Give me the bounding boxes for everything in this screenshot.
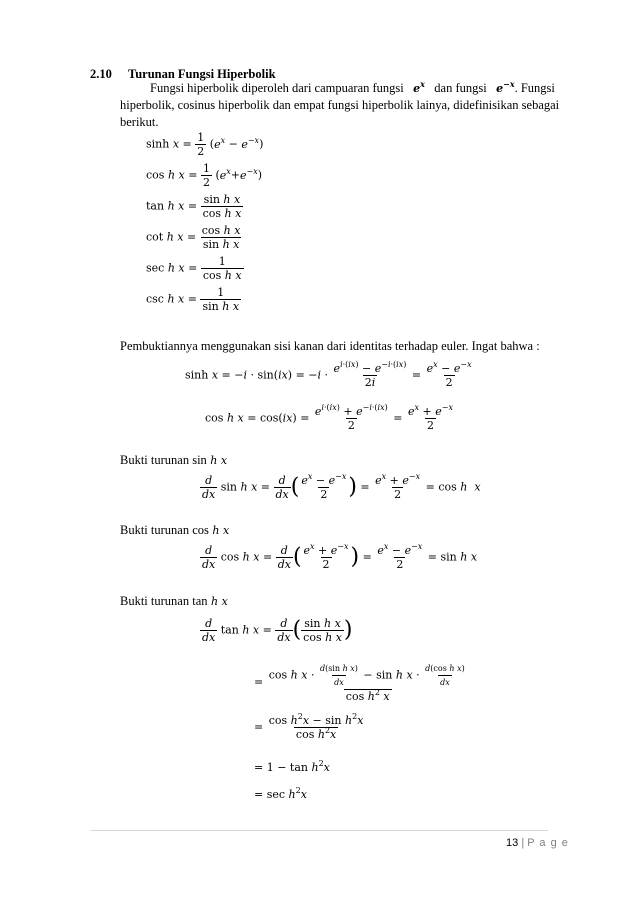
footer-divider [90, 830, 548, 831]
proof-tanh-step-3: = $\frac{\cos h^2x - \sin h^2x}{\cos h^2x}$ [254, 712, 364, 741]
def-csch: csc h x = $\frac{1}{\text{sin h x}}$ [146, 286, 240, 313]
def-coth: cot h x = $\frac{\text{cos h x}}{\text{sin h x}}$ [146, 224, 241, 251]
section-title: Turunan Fungsi Hiperbolik [128, 67, 276, 81]
proof-sinh-equation: $\frac{d}{dx}$ sin h x = $\frac{d}{dx}$ ( $\frac{e^x - e^{-x}}{2}$ ) = $\frac{e^x + e^{-x}}{2}$ = cos h x [202, 472, 481, 501]
def-cosh: cos h x = $\frac{1}{2}$ $(e^x+e^{-x})$ [146, 162, 263, 189]
def-sech: sec h x = $\frac{1}{\text{cos h x}}$ [146, 255, 242, 282]
proof-tanh-step-5: = $\sec h^2x$ [254, 786, 307, 801]
proof-tanh-label: Bukti turunan tan h x [120, 594, 228, 608]
proof-intro: Pembuktiannya menggunakan sisi kanan dari identitas terhadap euler. Ingat bahwa : [120, 339, 540, 353]
proof-cosh-label: Bukti turunan cos h x [120, 523, 230, 537]
page-number: 13 [506, 837, 519, 849]
page-footer [506, 837, 569, 849]
intro-line-3: berikut. [120, 115, 159, 129]
intro-line-1: Fungsi hiperbolik diperoleh dari campuaran fungsi $e^x$ dan fungsi $e^{-x}$. Fungsi [150, 79, 555, 95]
euler-sinh: sinh x = −i · sin(ix) = −i · $\frac{e^{i\cdot(ix)} - e^{-i\cdot(ix)}}{2i}$ = $\frac{e^x - e^{-x}}{2}$ [185, 360, 472, 389]
proof-sinh-label: Bukti turunan sin h x [120, 453, 228, 467]
proof-tanh-step-2: = cos h x · $\frac{\text{d(sin h x)}}{dx}$ − sin h x · $\frac{\text{d(cos h x)}}{dx}$ $\cos h^2$ x [254, 664, 465, 703]
def-sinh: sinh x = $\frac{1}{2}$ $(e^x - e^{-x})$ [146, 131, 264, 158]
proof-cosh-equation: $\frac{d}{dx}$ cos h x = $\frac{d}{dx}$ ( $\frac{e^x + e^{-x}}{2}$ ) = $\frac{e^x - e^{-x}}{2}$ = sin h x [202, 542, 478, 571]
euler-cosh: cos h x = cos(ix) = $\frac{e^{i\cdot(ix)} + e^{-i\cdot(ix)}}{2}$ = $\frac{e^x + e^{-x}}{2}$ [205, 403, 453, 432]
page-word: P a g e [527, 837, 569, 849]
intro-line-2: hiperbolik, cosinus hiperbolik dan empat fungsi hiperbolik lainya, didefinisikan sebagai [120, 98, 560, 112]
section-number: 2.10 [90, 67, 112, 81]
proof-tanh-step-1: $\frac{d}{dx}$ tan h x = $\frac{d}{dx}$ ( $\frac{\text{sin h x}}{\text{cos h x}}$ ) [202, 617, 353, 644]
footer-separator: | [521, 837, 525, 849]
proof-tanh-step-4: = $1 - \tan h^2x$ [254, 759, 330, 774]
def-tanh: tan h x = $\frac{\text{sin h x}}{\text{cos h x}}$ [146, 193, 242, 220]
